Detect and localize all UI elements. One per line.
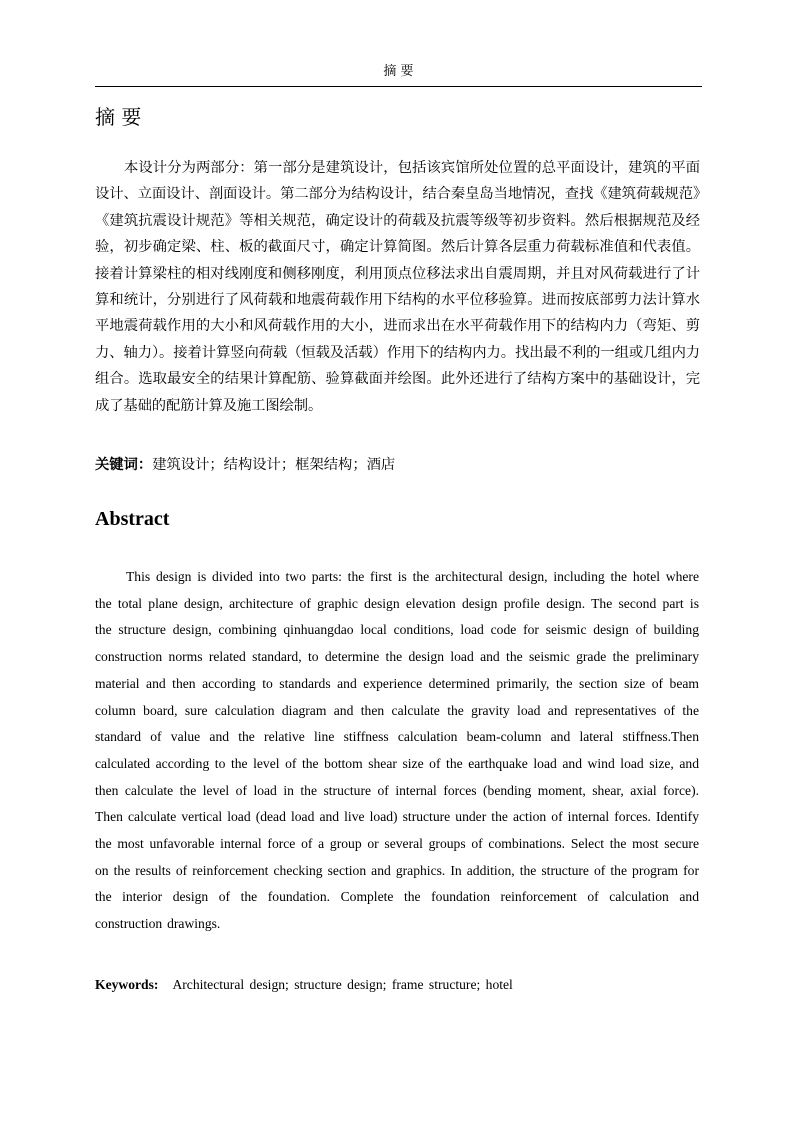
english-keywords [95,974,700,996]
chinese-keywords-label: 关键词： [95,457,153,473]
english-abstract-title: Abstract [95,508,170,530]
chinese-abstract-body: 本设计分为两部分：第一部分是建筑设计，包括该宾馆所处位置的总平面设计，建筑的平面设计、立面设计、剖面设计。第二部分为结构设计，结合秦皇岛当地情况，查找《建筑荷载规范》《建筑抗震设计规范》等相关规范，确定设计的荷载及抗震等级等初步资料。然后根据规范及经验，初步确定梁、柱、板的截面尺寸，确定计算简图。然后计算各层重力荷载标准值和代表值。接着计算梁柱的相对线刚度和侧移刚度，利用顶点位移法求出自震周期，并且对风荷载进行了计算和统计，分别进行了风荷载和地震荷载作用下结构的水平位移验算。进而按底部剪力法计算水平地震荷载作用的大小和风荷载作用的大小，进而求出在水平荷载作用下的结构内力（弯矩、剪力、轴力）。接着计算竖向荷载（恒载及活载）作用下的结构内力。找出最不利的一组或几组内力组合。选取最安全的结果计算配筋、验算截面并绘图。此外还进行了结构方案中的基础设计，完成了基础的配筋计算及施工图绘制。 [95,160,700,414]
chinese-keywords [95,453,700,477]
english-abstract-body: This design is divided into two parts: the first is the architectural design, including the hotel where the total plane design, architecture of graphic design elevation design profile design. The second part is the structure design, combining qinhuangdao local conditions, load code for seismic design of building construction norms related standard, to determine the design load and the seismic grade the preliminary material and then according to standards and experience determined primarily, the section size of beam column board, sure calculation diagram and then calculate the gravity load and representatives of the standard of value and the relative line stiffness calculation beam-column and lateral stiffness.Then calculated according to the level of the bottom shear size of the earthquake load and wind load size, and then calculate the level of load in the structure of internal forces (bending moment, shear, axial force). Then calculate vertical load (dead load and live load) structure under the action of internal forces. Identify the most unfavorable internal force of a group or several groups of combinations. Select the most secure on the results of reinforcement checking section and graphics. In addition, the structure of the program for the interior design of the foundation. Complete the foundation reinforcement of calculation and construction drawings. [95,569,699,932]
running-header [95,62,702,87]
running-header-title: 摘 要 [383,64,414,79]
chinese-keywords-text: 建筑设计；结构设计；框架结构；酒店 [152,457,396,473]
english-keywords-text: Architectural design; structure design; frame structure; hotel [172,977,513,992]
chinese-abstract-title: 摘 要 [95,105,142,129]
english-keywords-label: Keywords: [95,977,159,992]
